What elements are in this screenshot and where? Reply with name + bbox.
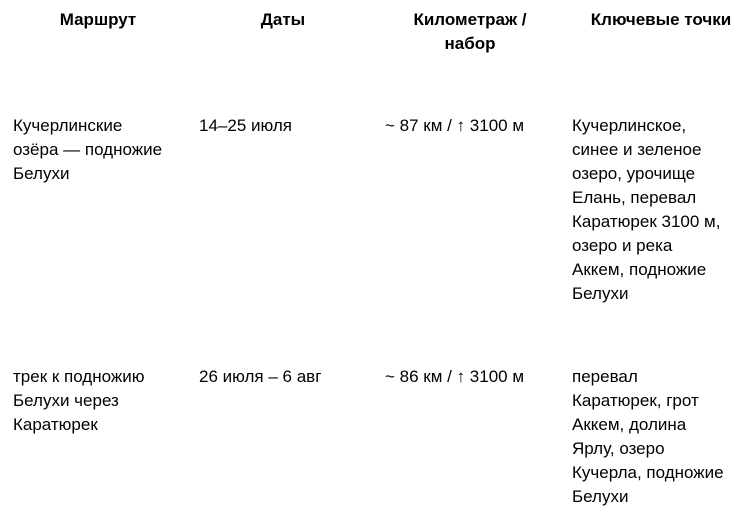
- distance-cell: ~ 87 км / ↑ 3100 м: [385, 116, 525, 135]
- header-route: Маршрут: [59, 10, 137, 29]
- key-points-cell: Кучерлинское, синее и зеленое озеро, урочище Елань, перевал Каратюрек 3100 м, озеро и река Аккем, подножие Белухи: [572, 116, 721, 303]
- distance-cell: ~ 86 км / ↑ 3100 м: [385, 367, 525, 386]
- dates-cell: 14–25 июля: [199, 116, 292, 135]
- header-distance: Километраж / набор: [413, 10, 527, 53]
- table-row: [0, 114, 750, 314]
- route-cell: Кучерлинские озёра — подножие Белухи: [13, 116, 163, 183]
- route-cell: трек к подножию Белухи через Каратюрек: [13, 367, 145, 434]
- header-key-points: Ключевые точки: [590, 10, 732, 29]
- key-points-cell: перевал Каратюрек, грот Аккем, долина Ярлу, озеро Кучерла, подножие Белухи: [572, 367, 724, 506]
- dates-cell: 26 июля – 6 авг: [199, 367, 322, 386]
- table-header-row: [0, 8, 750, 58]
- header-dates: Даты: [260, 10, 306, 29]
- table-row: [0, 365, 750, 515]
